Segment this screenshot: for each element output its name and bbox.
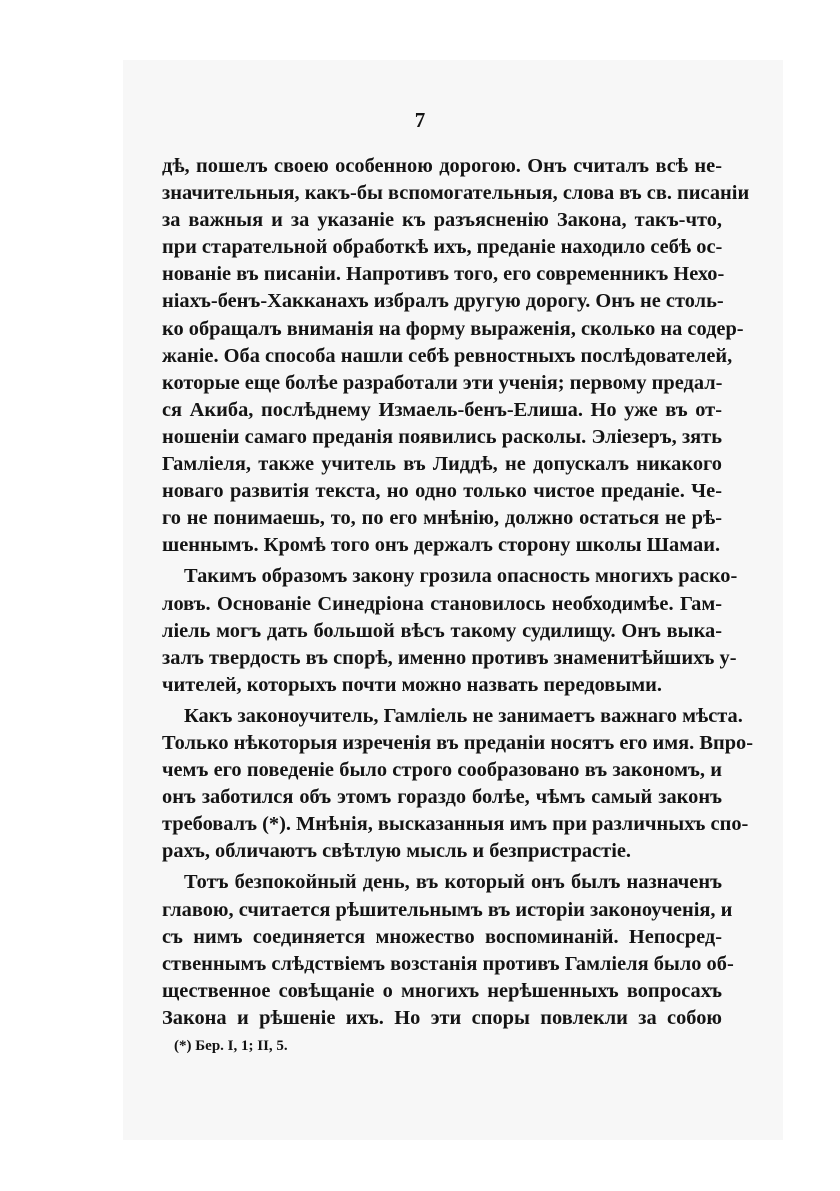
text-line: новаго развитія текста, но одно только чистое преданіе. Че- — [162, 480, 722, 503]
text-line: дѣ, пошелъ своею особенною дорогою. Онъ считалъ всѣ не- — [162, 155, 722, 177]
text-line: ловъ. Основаніе Синедріона становилось необходимѣе. Гам- — [162, 592, 722, 615]
text-line: щественное совѣщаніе о многихъ нерѣшенныхъ вопросахъ — [162, 979, 722, 1002]
text-line: чителей, которыхъ почти можно назвать передовыми. — [162, 673, 662, 696]
text-line: ніахъ-бенъ-Хакканахъ избралъ другую дорогу. Онъ не столь- — [162, 290, 724, 313]
text-line: Тотъ безпокойный день, въ который онъ былъ назначенъ — [184, 871, 722, 894]
text-line: залъ твердость въ спорѣ, именно противъ знаменитѣйшихъ у- — [162, 646, 737, 669]
text-line: ся Акиба, послѣднему Измаель-бенъ-Елиша. Но уже въ от- — [162, 398, 722, 421]
text-line: чемъ его поведеніе было строго сообразовано въ закономъ, и — [162, 759, 722, 782]
text-line: нованіе въ писаніи. Напротивъ того, его современникъ Нехо- — [162, 263, 725, 286]
page-number: 7 — [414, 108, 426, 132]
text-line: шеннымъ. Кромѣ того онъ держалъ сторону школы Шамаи. — [162, 534, 721, 557]
footnote: (*) Бер. I, 1; II, 5. — [174, 1038, 288, 1054]
text-line: за важныя и за указаніе къ разъясненію Закона, такъ-что, — [162, 209, 722, 232]
text-line: онъ заботился объ этомъ гораздо болѣе, чѣмъ самый законъ — [162, 786, 722, 809]
text-line: ношеніи самаго преданія появились расколы. Эліезеръ, зять — [162, 425, 722, 448]
text-line: ко обращалъ вниманія на форму выраженія, сколько на содер- — [162, 317, 744, 340]
text-line: Гамліеля, также учитель въ Лиддѣ, не допускалъ никакого — [162, 453, 722, 476]
body-text — [162, 153, 754, 1032]
text-line: Такимъ образомъ закону грозила опасность многихъ раско- — [184, 565, 738, 588]
text-line: Только нѣкоторыя изреченія въ преданіи носятъ его имя. Впро- — [162, 731, 754, 754]
text-line: рахъ, обличаютъ свѣтлую мысль и безпристрастіе. — [162, 840, 632, 863]
text-line: съ нимъ соединяется множество воспоминаній. Непосред- — [162, 925, 722, 948]
paragraph — [162, 869, 734, 1032]
text-line: которые еще болѣе разработали эти ученія; первому предал- — [162, 371, 723, 394]
text-line: главою, считается рѣшительнымъ въ исторіи законоученія, и — [162, 898, 733, 921]
paragraph — [162, 153, 750, 559]
text-line: ліель могъ дать большой вѣсъ такому судилищу. Онъ выка- — [162, 619, 722, 642]
text-line: Какъ законоучитель, Гамліель не занимаетъ важнаго мѣста. — [184, 704, 743, 727]
paragraph — [162, 703, 754, 866]
text-line: жаніе. Оба способа нашли себѣ ревностныхъ послѣдователей, — [162, 344, 733, 367]
text-line: значительныя, какъ-бы вспомогательныя, слова въ св. писаніи — [162, 182, 750, 205]
paragraph — [162, 563, 738, 698]
text-line: при старательной обработкѣ ихъ, преданіе находило себѣ ос- — [162, 236, 723, 259]
text-line: Закона и рѣшеніе ихъ. Но эти споры повлекли за собою — [162, 1006, 722, 1029]
text-line: требовалъ (*). Мнѣнія, высказанныя имъ при различныхъ спо- — [162, 813, 749, 836]
text-line: го не понимаешь, то, по его мнѣнію, должно остаться не рѣ- — [162, 507, 722, 530]
text-line: ственнымъ слѣдствіемъ возстанія противъ Гамліеля было об- — [162, 952, 734, 975]
